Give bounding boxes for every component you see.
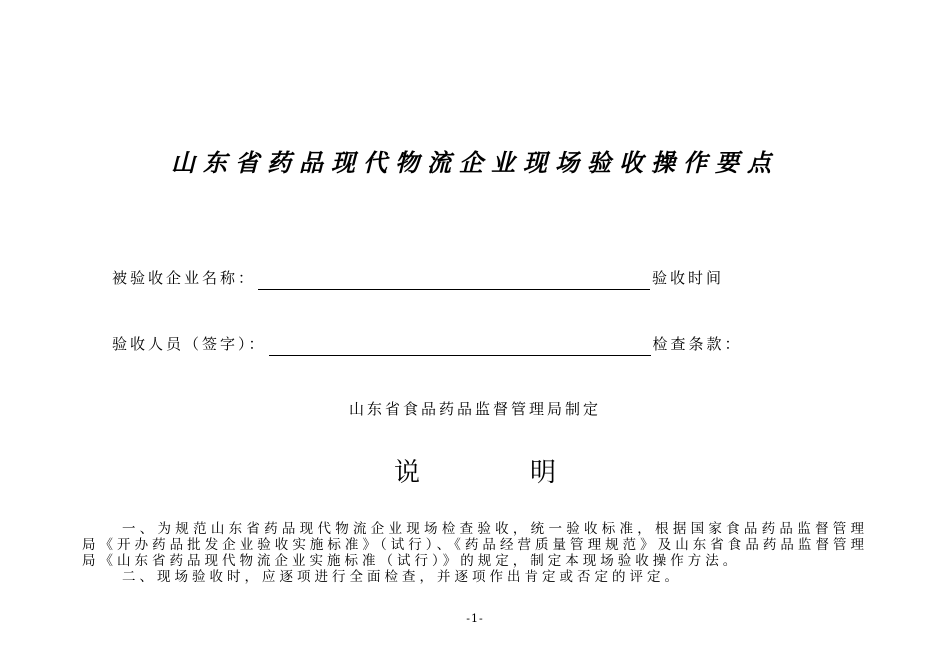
company-name-blank[interactable] bbox=[258, 271, 650, 290]
inspector-signature-label: 验收人员（签字）： bbox=[112, 335, 267, 353]
issuer-line: 山东省食品药品监督管理局制定 bbox=[348, 400, 601, 418]
company-field-row bbox=[112, 266, 724, 290]
section-heading bbox=[0, 455, 950, 491]
document-title: 山东省药品现代物流企业现场验收操作要点 bbox=[171, 149, 779, 177]
paragraph-2: 二、现场验收时，应逐项进行全面检查，并逐项作出肯定或否定的评定。 bbox=[122, 569, 682, 585]
inspection-time-label: 验收时间 bbox=[652, 269, 725, 287]
instructions-body bbox=[82, 521, 868, 585]
inspector-signature-blank[interactable] bbox=[269, 337, 651, 356]
heading-char-right: 明 bbox=[530, 458, 557, 488]
page-number: -1- bbox=[466, 612, 484, 625]
inspector-field-row bbox=[112, 332, 743, 356]
company-name-label: 被验收企业名称： bbox=[112, 269, 257, 287]
paragraph-1: 一、为规范山东省药品现代物流企业现场检查验收，统一验收标准，根据国家食品药品监督管理局《开办药品批发企业验收实施标准》（试行）、《药品经营质量管理规范》及山东省食品药品监督管理局《山东省药品现代物流企业实施标准（试行）》的规定，制定本现场验收操作方法。 bbox=[82, 521, 868, 569]
heading-char-left: 说 bbox=[393, 458, 420, 488]
inspection-clause-label: 检查条款： bbox=[652, 335, 743, 353]
